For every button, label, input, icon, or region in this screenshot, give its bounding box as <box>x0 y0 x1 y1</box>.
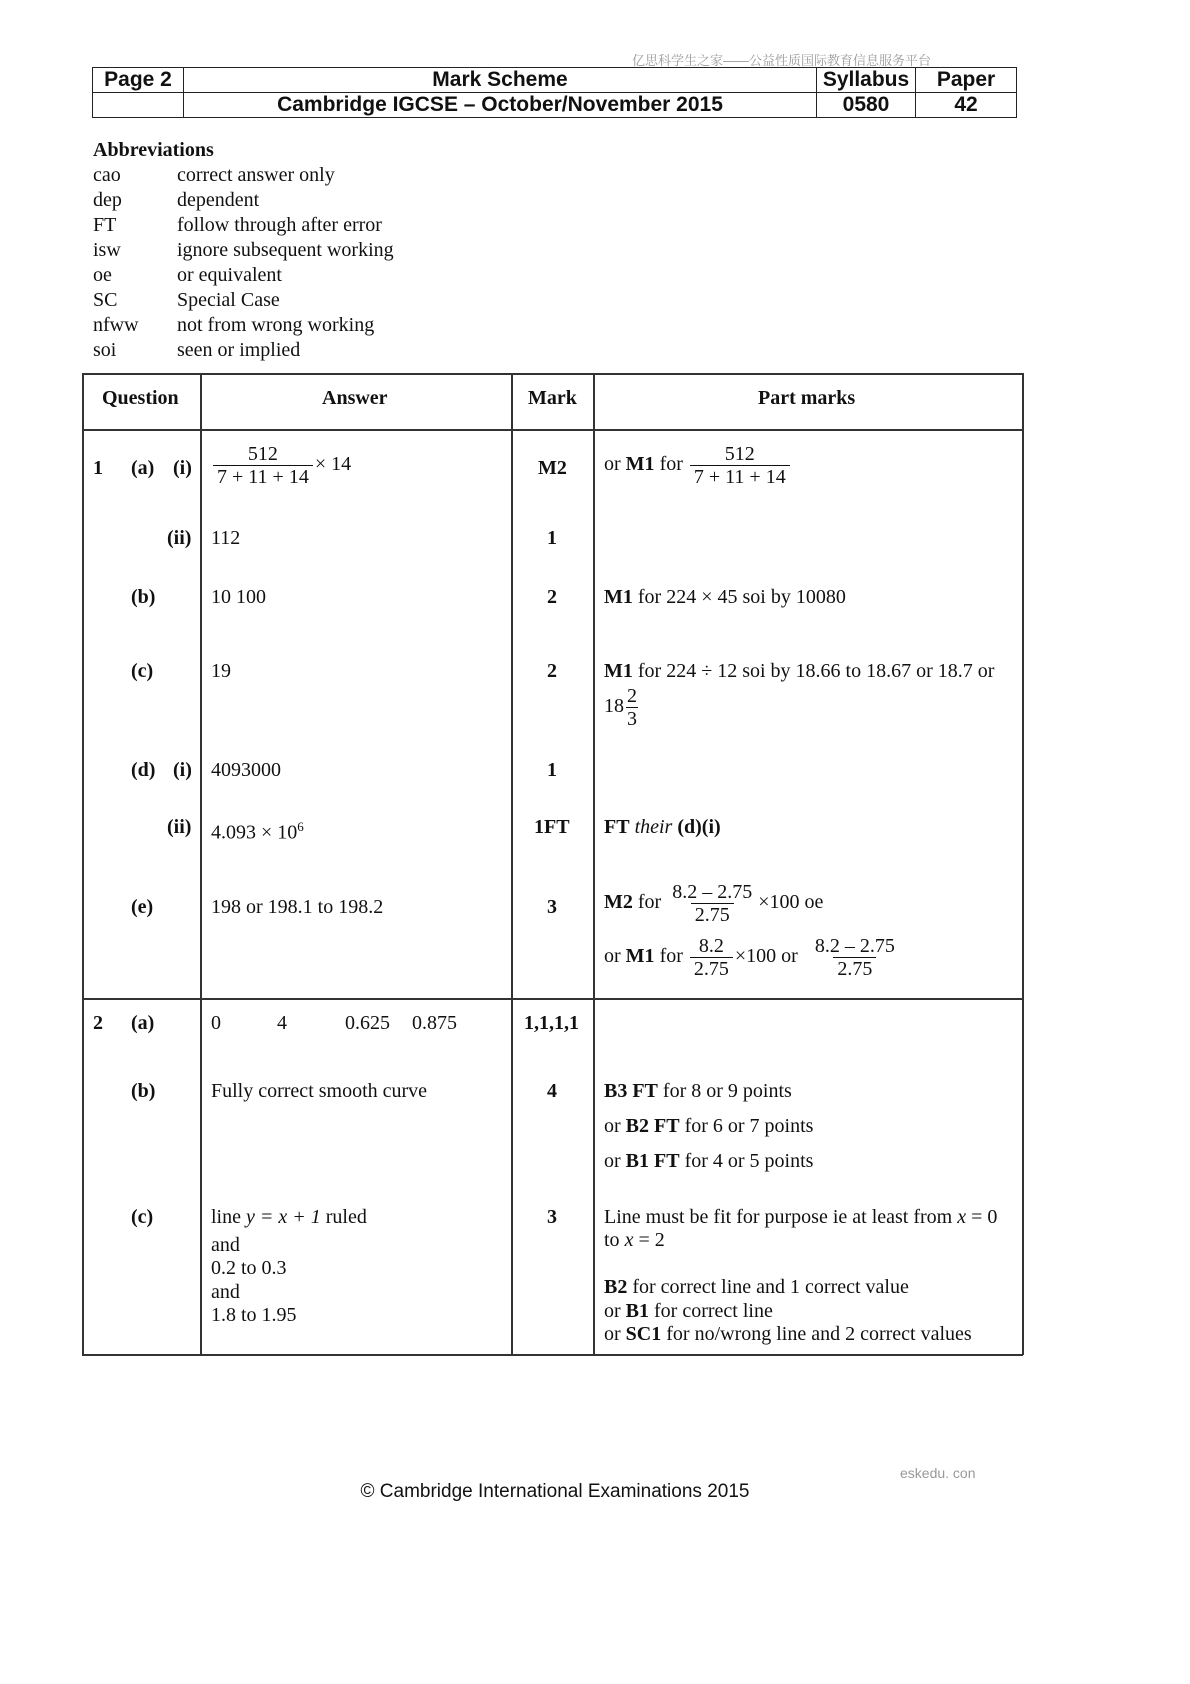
mark-2c: 3 <box>547 1206 557 1228</box>
fraction-numerator: 8.2 – 2.75 <box>672 881 753 903</box>
table-header-divider <box>82 429 1023 431</box>
part-text: for correct line <box>649 1300 773 1322</box>
answer-multiplier: × 14 <box>314 453 352 476</box>
part-marks-2b-line1 <box>604 1079 792 1103</box>
part-text: ×100 or <box>734 945 798 968</box>
part-text: for no/wrong line and 2 correct values <box>661 1323 972 1345</box>
table-border-left <box>82 373 84 1355</box>
abbreviation-meaning: correct answer only <box>177 164 335 186</box>
mark-code: B2 <box>604 1276 628 1298</box>
footer-copyright: © Cambridge International Examinations 2015 <box>360 1481 750 1502</box>
fraction-denominator: 3 <box>627 708 637 730</box>
abbreviation-meaning: or equivalent <box>177 264 282 286</box>
abbreviation-key: cao <box>93 164 121 186</box>
fraction-denominator: 2.75 <box>833 957 876 980</box>
mark-1ai: M2 <box>538 457 567 479</box>
fraction-numerator: 8.2 <box>698 935 724 957</box>
variable: x <box>957 1206 967 1228</box>
abbreviations-title: Abbreviations <box>93 139 214 161</box>
abbreviation-row <box>93 263 394 288</box>
mark-1e: 3 <box>547 896 557 918</box>
abbreviation-meaning: Special Case <box>177 289 280 311</box>
header-answer: Answer <box>322 387 388 409</box>
mark-code: FT <box>604 816 630 838</box>
answer-2c-and: and <box>211 1234 240 1256</box>
answer-1c: 19 <box>211 660 231 682</box>
part-text: for 6 or 7 points <box>679 1115 814 1137</box>
fraction-numerator: 8.2 – 2.75 <box>814 935 895 957</box>
abbreviation-key: dep <box>93 189 122 211</box>
abbreviation-key: oe <box>93 264 112 286</box>
subpart-label: (ii) <box>167 527 192 549</box>
header-mark: Mark <box>528 387 577 409</box>
abbreviation-row <box>93 313 394 338</box>
fraction-denominator: 7 + 11 + 14 <box>213 465 313 488</box>
part-label: (b) <box>131 1080 156 1102</box>
paper-number: 42 <box>916 93 1017 118</box>
part-label: (a) <box>131 1012 155 1034</box>
part-text: to <box>604 1229 625 1251</box>
text-or: or <box>604 453 626 476</box>
mark-2a: 1,1,1,1 <box>524 1012 579 1034</box>
subpart-label: (i) <box>173 759 192 781</box>
part-marks-2b-line3 <box>604 1149 813 1173</box>
fraction-numerator: 2 <box>627 685 637 707</box>
answer-2c-and: and <box>211 1281 240 1303</box>
fraction-numerator: 512 <box>247 443 278 465</box>
header-empty-cell <box>93 93 184 118</box>
exponent: 6 <box>297 819 304 834</box>
answer-2c-line <box>211 1205 367 1229</box>
mark-1c: 2 <box>547 660 557 682</box>
answer-1b: 10 100 <box>211 586 266 608</box>
mark-code: SC1 <box>625 1323 662 1345</box>
answer-1e: 198 or 198.1 to 198.2 <box>211 896 384 918</box>
text-for: for <box>654 945 683 968</box>
page-number: Page 2 <box>93 68 184 93</box>
abbreviation-row <box>93 238 394 263</box>
mark-code: B1 FT <box>625 1150 680 1172</box>
part-label: (e) <box>131 896 154 918</box>
mark-2b: 4 <box>547 1080 557 1102</box>
answer-2a-value: 0 <box>211 1012 221 1034</box>
part-label: (c) <box>131 1206 154 1228</box>
answer-2a-value: 0.875 <box>412 1012 457 1034</box>
answer-text: ruled <box>320 1206 367 1228</box>
abbreviation-meaning: dependent <box>177 189 260 211</box>
mark-1di: 1 <box>547 759 557 781</box>
abbreviations-section <box>93 138 394 363</box>
part-marks-2c-line4 <box>604 1299 773 1323</box>
abbreviation-key: FT <box>93 214 117 236</box>
part-text: for 224 ÷ 12 soi by 18.66 to 18.67 or 18.7 or <box>632 660 995 682</box>
answer-1aii: 112 <box>211 527 241 549</box>
answer-2b: Fully correct smooth curve <box>211 1080 428 1102</box>
table-border-right <box>1022 373 1024 1355</box>
question-number-1: 1 <box>93 457 103 479</box>
header-title: Mark Scheme <box>184 68 817 93</box>
mark-code: M1 <box>604 586 633 608</box>
text-or: or <box>604 1115 626 1137</box>
table-border-bottom <box>82 1354 1023 1356</box>
abbreviation-key: isw <box>93 239 121 261</box>
fraction-numerator: 512 <box>724 443 755 465</box>
table-row-divider <box>82 998 1023 1000</box>
abbreviation-meaning: seen or implied <box>177 339 301 361</box>
part-text: ×100 oe <box>758 891 824 914</box>
mark-1dii: 1FT <box>534 816 570 838</box>
part-marks-2b-line2 <box>604 1114 813 1138</box>
mark-code: M1 <box>625 945 655 968</box>
part-marks-2c-line1 <box>604 1205 997 1229</box>
abbreviation-row <box>93 338 394 363</box>
abbreviation-meaning: ignore subsequent working <box>177 239 394 261</box>
watermark-top: 亿思科学生之家——公益性质国际教育信息服务平台 <box>632 53 932 68</box>
abbreviation-key: soi <box>93 339 117 361</box>
part-text: for correct line and 1 correct value <box>627 1276 909 1298</box>
fraction-denominator: 7 + 11 + 14 <box>690 465 790 488</box>
part-text: for 8 or 9 points <box>657 1080 792 1102</box>
header-table <box>92 67 1017 118</box>
part-marks-1e-m1 <box>604 935 901 980</box>
header-question: Question <box>102 387 179 409</box>
part-marks-1dii <box>604 815 721 839</box>
part-text: for 224 × 45 soi by 10080 <box>632 586 846 608</box>
answer-1dii <box>211 815 304 845</box>
answer-1di: 4093000 <box>211 759 281 781</box>
whole-part: 18 <box>604 695 624 718</box>
part-label: (d) <box>131 759 156 781</box>
part-text: for 4 or 5 points <box>679 1150 814 1172</box>
column-divider-3 <box>593 373 595 1355</box>
answer-base: 4.093 × 10 <box>211 821 298 844</box>
column-divider-1 <box>200 373 202 1355</box>
part-label: (c) <box>131 660 154 682</box>
answer-2a-value: 0.625 <box>345 1012 390 1034</box>
fraction-denominator: 2.75 <box>690 957 733 980</box>
text-or: or <box>604 945 626 968</box>
text-or: or <box>604 1300 626 1322</box>
text-for: for <box>632 891 662 914</box>
paper-label: Paper <box>916 68 1017 93</box>
mixed-number <box>604 685 640 730</box>
text-for: for <box>654 453 683 476</box>
part-marks-2c-line5 <box>604 1322 972 1346</box>
part-text: = 0 <box>966 1206 998 1228</box>
abbreviation-meaning: follow through after error <box>177 214 382 236</box>
mark-code: B3 FT <box>604 1080 658 1102</box>
answer-2a-value: 4 <box>277 1012 287 1034</box>
syllabus-label: Syllabus <box>817 68 916 93</box>
text-or: or <box>604 1323 626 1345</box>
abbreviation-key: nfww <box>93 314 139 336</box>
mark-code: M1 <box>604 660 633 682</box>
mark-1b: 2 <box>547 586 557 608</box>
part-marks-1c <box>604 659 994 683</box>
answer-2c-range2: 1.8 to 1.95 <box>211 1304 297 1326</box>
subpart-label: (i) <box>173 457 192 479</box>
part-marks-2c-line3 <box>604 1275 909 1299</box>
mark-1aii: 1 <box>547 527 557 549</box>
mark-code: M1 <box>625 453 655 476</box>
mark-code: B2 FT <box>625 1115 680 1137</box>
abbreviation-key: SC <box>93 289 118 311</box>
their-text: their <box>629 816 678 838</box>
reference: (d)(i) <box>677 816 721 838</box>
table-border-top <box>82 373 1023 375</box>
abbreviations-list <box>93 163 394 363</box>
question-number-2: 2 <box>93 1012 103 1034</box>
abbreviation-row <box>93 213 394 238</box>
mark-code: B1 <box>625 1300 650 1322</box>
syllabus-code: 0580 <box>817 93 916 118</box>
column-divider-2 <box>511 373 513 1355</box>
answer-1ai <box>211 443 351 488</box>
variable: x <box>624 1229 634 1251</box>
watermark-bottom: eskedu. con <box>900 1465 976 1481</box>
subpart-label: (ii) <box>167 816 192 838</box>
part-text: = 2 <box>633 1229 665 1251</box>
part-marks-1ai <box>604 443 792 488</box>
part-marks-2c-line2 <box>604 1228 665 1252</box>
header-part-marks: Part marks <box>758 387 856 409</box>
answer-2c-range1: 0.2 to 0.3 <box>211 1257 287 1279</box>
abbreviation-row <box>93 188 394 213</box>
abbreviation-meaning: not from wrong working <box>177 314 375 336</box>
equation: y = x + 1 <box>246 1206 321 1228</box>
mark-code: M2 <box>604 891 633 914</box>
part-marks-1b <box>604 585 846 609</box>
text-or: or <box>604 1150 626 1172</box>
fraction-denominator: 2.75 <box>691 903 734 926</box>
abbreviation-row <box>93 163 394 188</box>
part-text: Line must be fit for purpose ie at least from <box>604 1206 958 1228</box>
part-label: (a) <box>131 457 155 479</box>
part-marks-1e-m2 <box>604 881 823 926</box>
header-subtitle: Cambridge IGCSE – October/November 2015 <box>184 93 817 118</box>
part-label: (b) <box>131 586 156 608</box>
abbreviation-row <box>93 288 394 313</box>
answer-text: line <box>211 1206 246 1228</box>
